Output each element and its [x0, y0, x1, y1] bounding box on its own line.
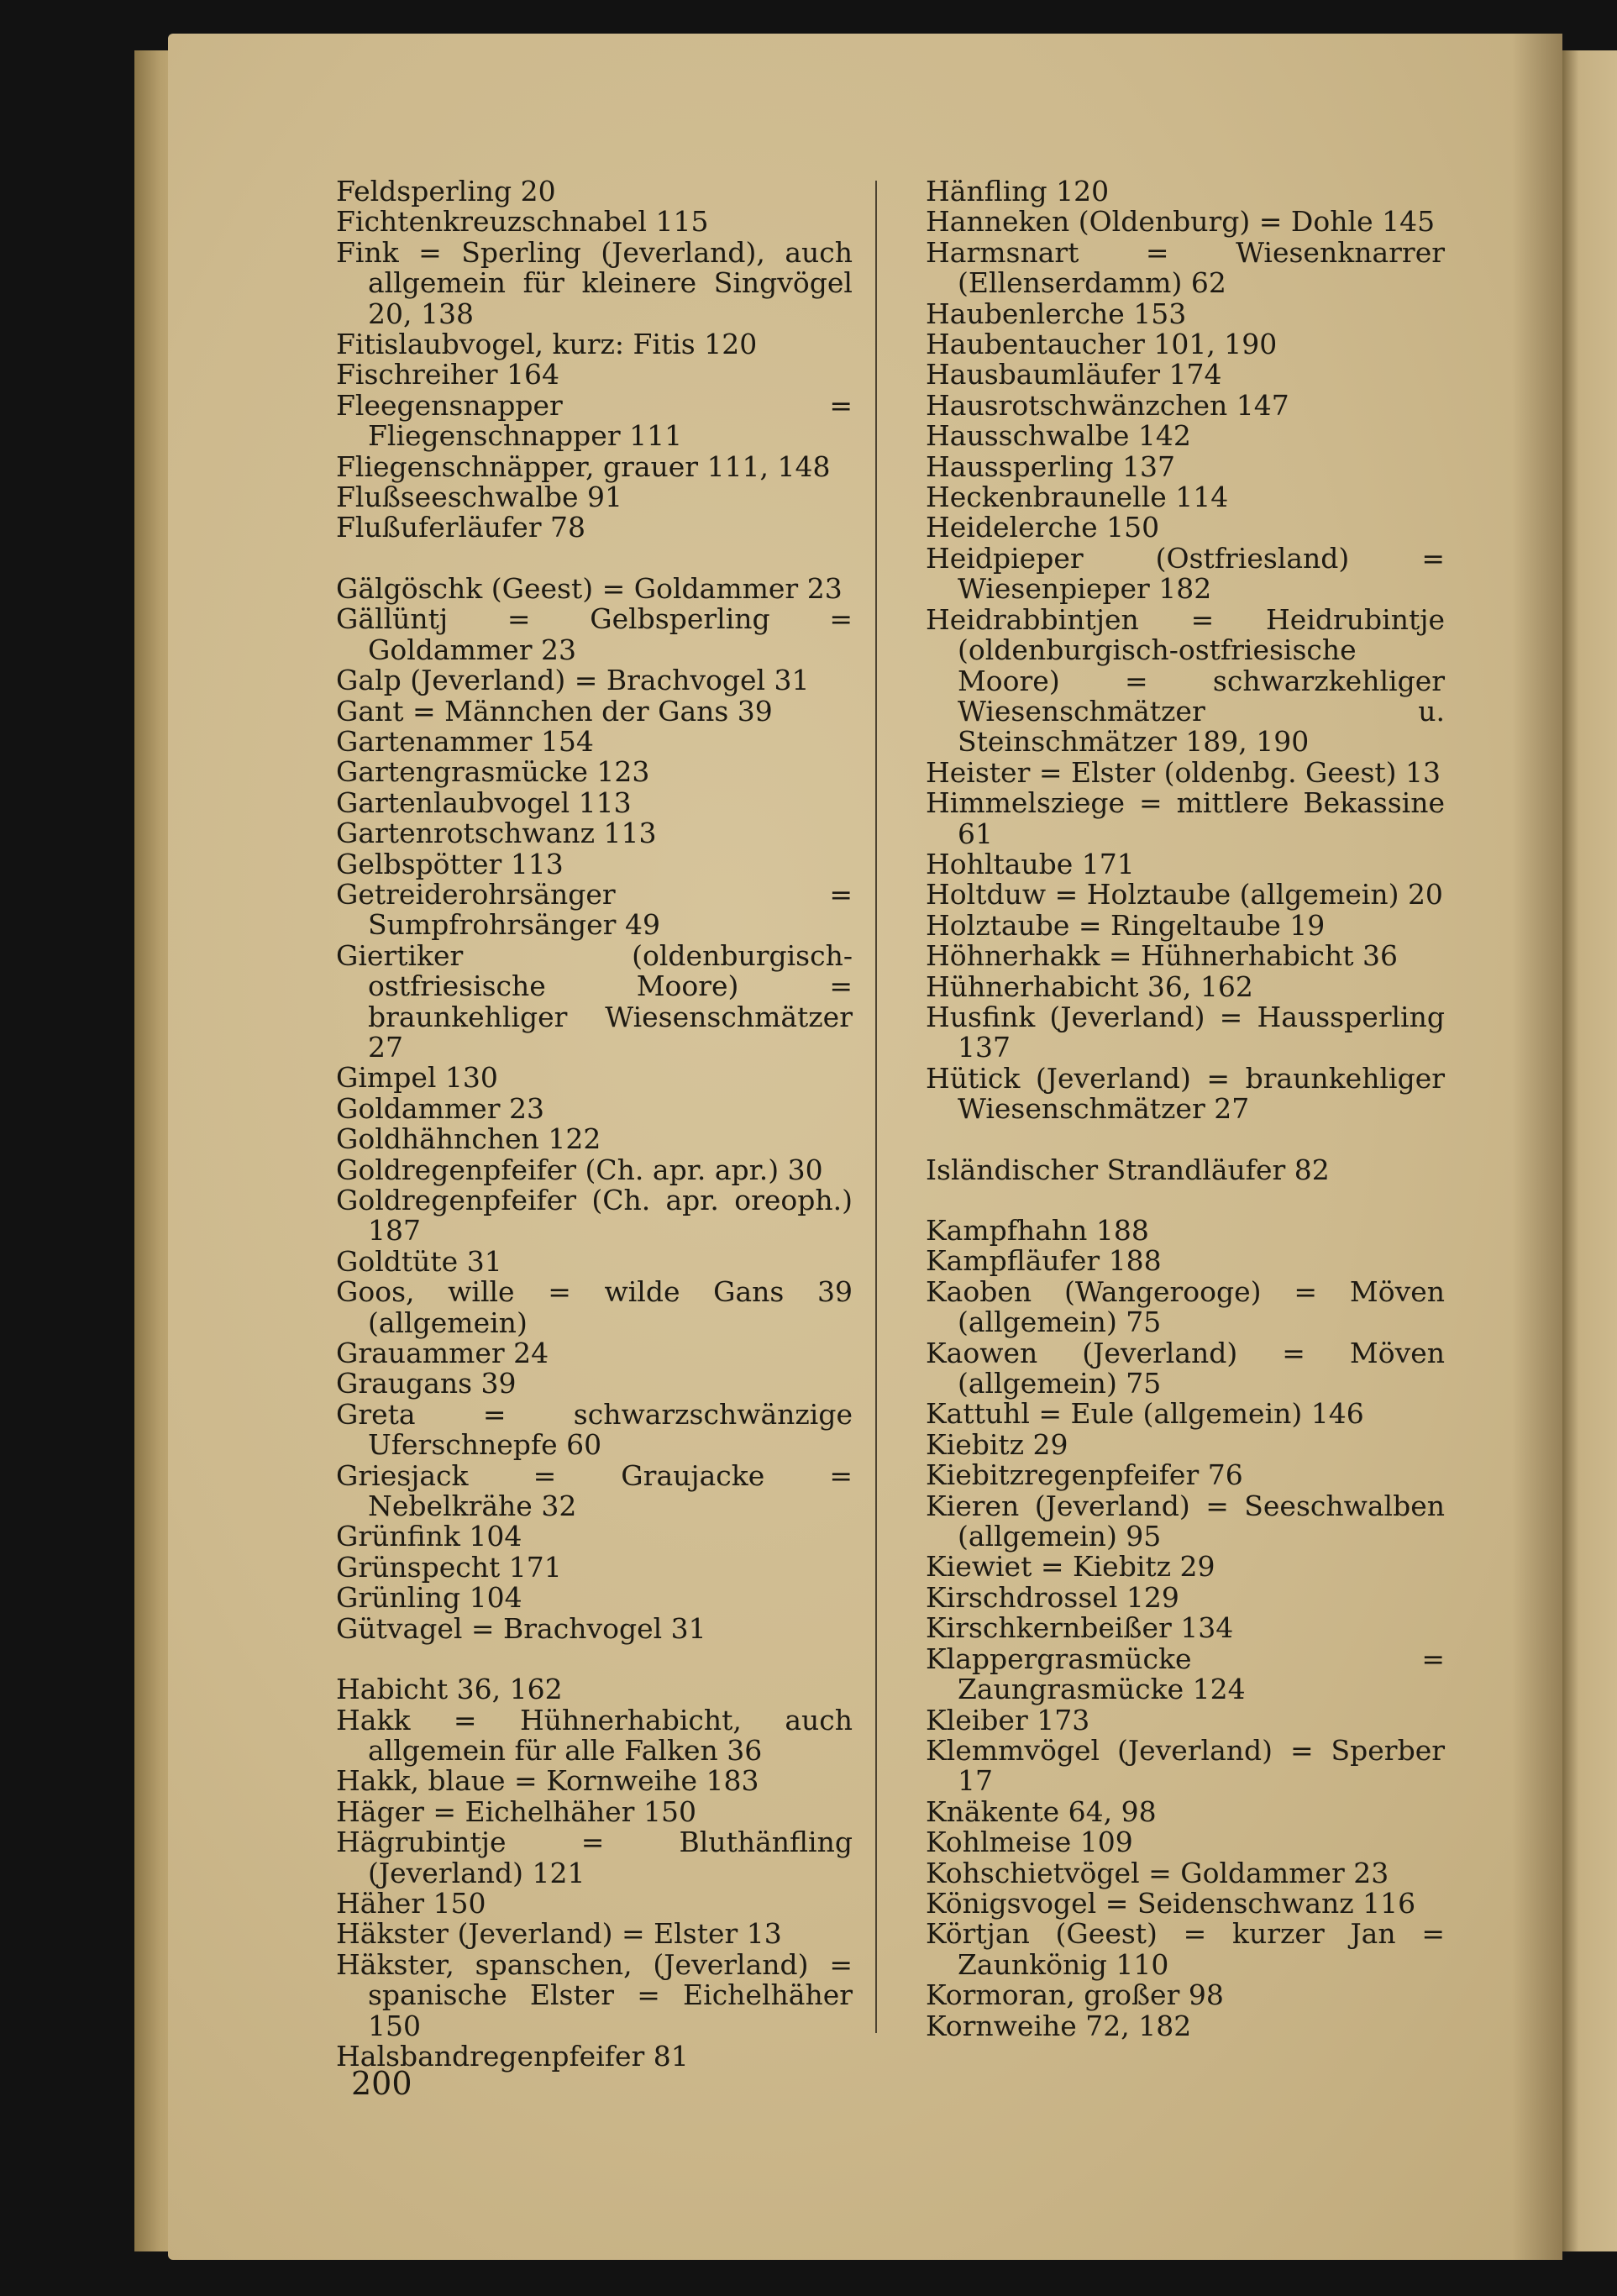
index-entry: Häkster (Jeverland) = Elster 13 — [336, 1917, 782, 1951]
index-entry: Gartenrotschwanz 113 — [336, 817, 657, 850]
index-entry: Kirschdrossel 129 — [926, 1580, 1179, 1614]
index-entry: Gartenammer 154 — [336, 724, 594, 758]
index-entry: Gimpel 130 — [336, 1061, 498, 1095]
index-entry: Gütvagel = Brachvogel 31 — [336, 1611, 706, 1645]
index-entry: Holztaube = Ringeltaube 19 — [926, 908, 1326, 942]
index-entry: Hakk = Hühnerhabicht, auch allgemein für alle Falken 36 — [336, 1703, 853, 1767]
index-entry: Goldregenpfeifer (Ch. apr. oreoph.) 187 — [336, 1184, 853, 1248]
page-number: 200 — [351, 2065, 412, 2102]
index-entry: Fleegensnapper = Fliegenschnapper 111 — [336, 388, 853, 453]
index-entry: Haubenlerche 153 — [926, 297, 1187, 330]
index-entry: Harmsnart = Wiesenknarrer (Ellenserdamm) 62 — [926, 235, 1445, 300]
index-entry: Gant = Männchen der Gans 39 — [336, 694, 773, 728]
index-entry: Kiewiet = Kiebitz 29 — [926, 1550, 1215, 1584]
index-entry: Hütick (Jeverland) = braunkehliger Wiesenschmätzer 27 — [926, 1061, 1445, 1126]
index-entry: Hausrotschwänzchen 147 — [926, 388, 1289, 422]
index-entry: Klemmvögel (Jeverland) = Sperber 17 — [926, 1733, 1445, 1798]
index-entry: Hühnerhabicht 36, 162 — [926, 969, 1253, 1003]
page-gutter-shadow — [1512, 34, 1562, 2260]
index-entry: Himmelsziege = mittlere Bekassine 61 — [926, 786, 1445, 850]
index-entry: Kampfhahn 188 — [926, 1214, 1149, 1247]
index-entry: Königsvogel = Seidenschwanz 116 — [926, 1886, 1416, 1920]
index-entry: Häkster, spanschen, (Jeverland) = spanische Elster = Eichelhäher 150 — [336, 1947, 853, 2042]
index-entry: Fink = Sperling (Jeverland), auch allgemein für kleinere Singvögel 20, 138 — [336, 235, 853, 330]
index-entry: Grünfink 104 — [336, 1520, 522, 1553]
index-entry: Höhnerhakk = Hühnerhabicht 36 — [926, 939, 1398, 973]
index-entry: Giertiker (oldenburgisch-ostfriesische Moore) = braunkehliger Wiesenschmätzer 27 — [336, 938, 853, 1064]
index-entry: Häher 150 — [336, 1886, 486, 1920]
section-gap — [926, 1125, 1445, 1155]
index-entry: Heidelerche 150 — [926, 511, 1160, 544]
index-entry: Heckenbraunelle 114 — [926, 481, 1229, 514]
index-entry: Heidpieper (Ostfriesland) = Wiesenpieper 182 — [926, 541, 1445, 606]
index-entry: Goldhähnchen 122 — [336, 1122, 601, 1156]
index-entry: Fitislaubvogel, kurz: Fitis 120 — [336, 328, 758, 361]
index-entry: Hohltaube 171 — [926, 847, 1135, 880]
index-entry: Isländischer Strandläufer 82 — [926, 1153, 1330, 1186]
index-entry: Graugans 39 — [336, 1367, 517, 1400]
index-entry: Getreiderohrsänger = Sumpfrohrsänger 49 — [336, 877, 853, 942]
index-entry: Gälgöschk (Geest) = Goldammer 23 — [336, 571, 843, 605]
index-entry: Goldtüte 31 — [336, 1244, 502, 1278]
index-entry: Gällüntj = Gelbsperling = Goldammer 23 — [336, 602, 853, 666]
index-entry: Goldammer 23 — [336, 1091, 544, 1125]
index-entry: Grauammer 24 — [336, 1337, 549, 1370]
index-entry: Goldregenpfeifer (Ch. apr. apr.) 30 — [336, 1153, 823, 1186]
section-gap — [336, 544, 853, 574]
index-entry: Hausbaumläufer 174 — [926, 358, 1222, 391]
section-gap — [926, 1185, 1445, 1216]
index-entry: Kaowen (Jeverland) = Möven (allgemein) 75 — [926, 1336, 1445, 1400]
index-entry: Hänfling 120 — [926, 175, 1110, 208]
index-entry: Fichtenkreuzschnabel 115 — [336, 205, 709, 239]
index-entry: Kormoran, großer 98 — [926, 1978, 1224, 2012]
index-entry: Greta = schwarzschwänzige Uferschnepfe 60 — [336, 1397, 853, 1462]
index-entry: Gartenlaubvogel 113 — [336, 785, 632, 819]
index-entry: Gelbspötter 113 — [336, 847, 564, 880]
index-entry: Kohlmeise 109 — [926, 1826, 1133, 1859]
index-entry: Grünspecht 171 — [336, 1550, 562, 1584]
index-entry: Haussperling 137 — [926, 449, 1175, 483]
index-entry: Husfink (Jeverland) = Haussperling 137 — [926, 1000, 1445, 1064]
column-divider — [875, 181, 877, 2033]
index-entry: Kornweihe 72, 182 — [926, 2009, 1192, 2042]
index-entry: Halsbandregenpfeifer 81 — [336, 2039, 689, 2073]
index-entry: Goos, wille = wilde Gans 39 (allgemein) — [336, 1275, 853, 1339]
index-entry: Hakk, blaue = Kornweihe 183 — [336, 1764, 759, 1798]
index-column-right — [926, 176, 1445, 2041]
facing-page-edge — [1562, 50, 1617, 2251]
index-entry: Kampfläufer 188 — [926, 1244, 1162, 1278]
index-column-left — [336, 176, 853, 2072]
index-entry: Flußuferläufer 78 — [336, 511, 585, 544]
index-entry: Heidrabbintjen = Heidrubintje (oldenburgisch-ostfriesische Moore) = schwarzkehliger Wiesenschmätzer u. Steinschmätzer 189, 190 — [926, 602, 1445, 759]
index-entry: Hägrubintje = Bluthänfling (Jeverland) 121 — [336, 1826, 853, 1889]
index-entry: Fischreiher 164 — [336, 358, 560, 391]
index-entry: Kirschkernbeißer 134 — [926, 1611, 1234, 1645]
section-gap — [336, 1644, 853, 1674]
index-entry: Griesjack = Graujacke = Nebelkrähe 32 — [336, 1458, 853, 1523]
index-entry: Gartengrasmücke 123 — [336, 755, 650, 789]
index-entry: Fliegenschnäpper, grauer 111, 148 — [336, 449, 831, 483]
index-entry: Feldsperling 20 — [336, 175, 556, 208]
index-entry: Knäkente 64, 98 — [926, 1794, 1157, 1828]
index-entry: Grünling 104 — [336, 1581, 522, 1615]
index-entry: Häger = Eichelhäher 150 — [336, 1794, 696, 1828]
index-entry: Kiebitzregenpfeifer 76 — [926, 1458, 1243, 1492]
index-entry: Kieren (Jeverland) = Seeschwalben (allgemein) 95 — [926, 1489, 1445, 1553]
index-entry: Holtduw = Holztaube (allgemein) 20 — [926, 878, 1443, 912]
index-entry: Kattuhl = Eule (allgemein) 146 — [926, 1397, 1364, 1431]
index-entry: Haubentaucher 101, 190 — [926, 328, 1278, 361]
index-entry: Hausschwalbe 142 — [926, 419, 1191, 453]
index-entry: Kleiber 173 — [926, 1703, 1090, 1736]
index-entry: Körtjan (Geest) = kurzer Jan = Zaunkönig 110 — [926, 1917, 1445, 1981]
index-entry: Flußseeschwalbe 91 — [336, 481, 623, 514]
index-entry: Habicht 36, 162 — [336, 1673, 563, 1706]
index-entry: Kohschietvögel = Goldammer 23 — [926, 1856, 1389, 1889]
index-entry: Galp (Jeverland) = Brachvogel 31 — [336, 664, 810, 697]
index-entry: Klappergrasmücke = Zaungrasmücke 124 — [926, 1642, 1445, 1706]
index-entry: Kaoben (Wangerooge) = Möven (allgemein) 75 — [926, 1274, 1445, 1339]
index-entry: Heister = Elster (oldenbg. Geest) 13 — [926, 755, 1441, 789]
index-entry: Kiebitz 29 — [926, 1427, 1068, 1461]
index-entry: Hanneken (Oldenburg) = Dohle 145 — [926, 205, 1436, 239]
